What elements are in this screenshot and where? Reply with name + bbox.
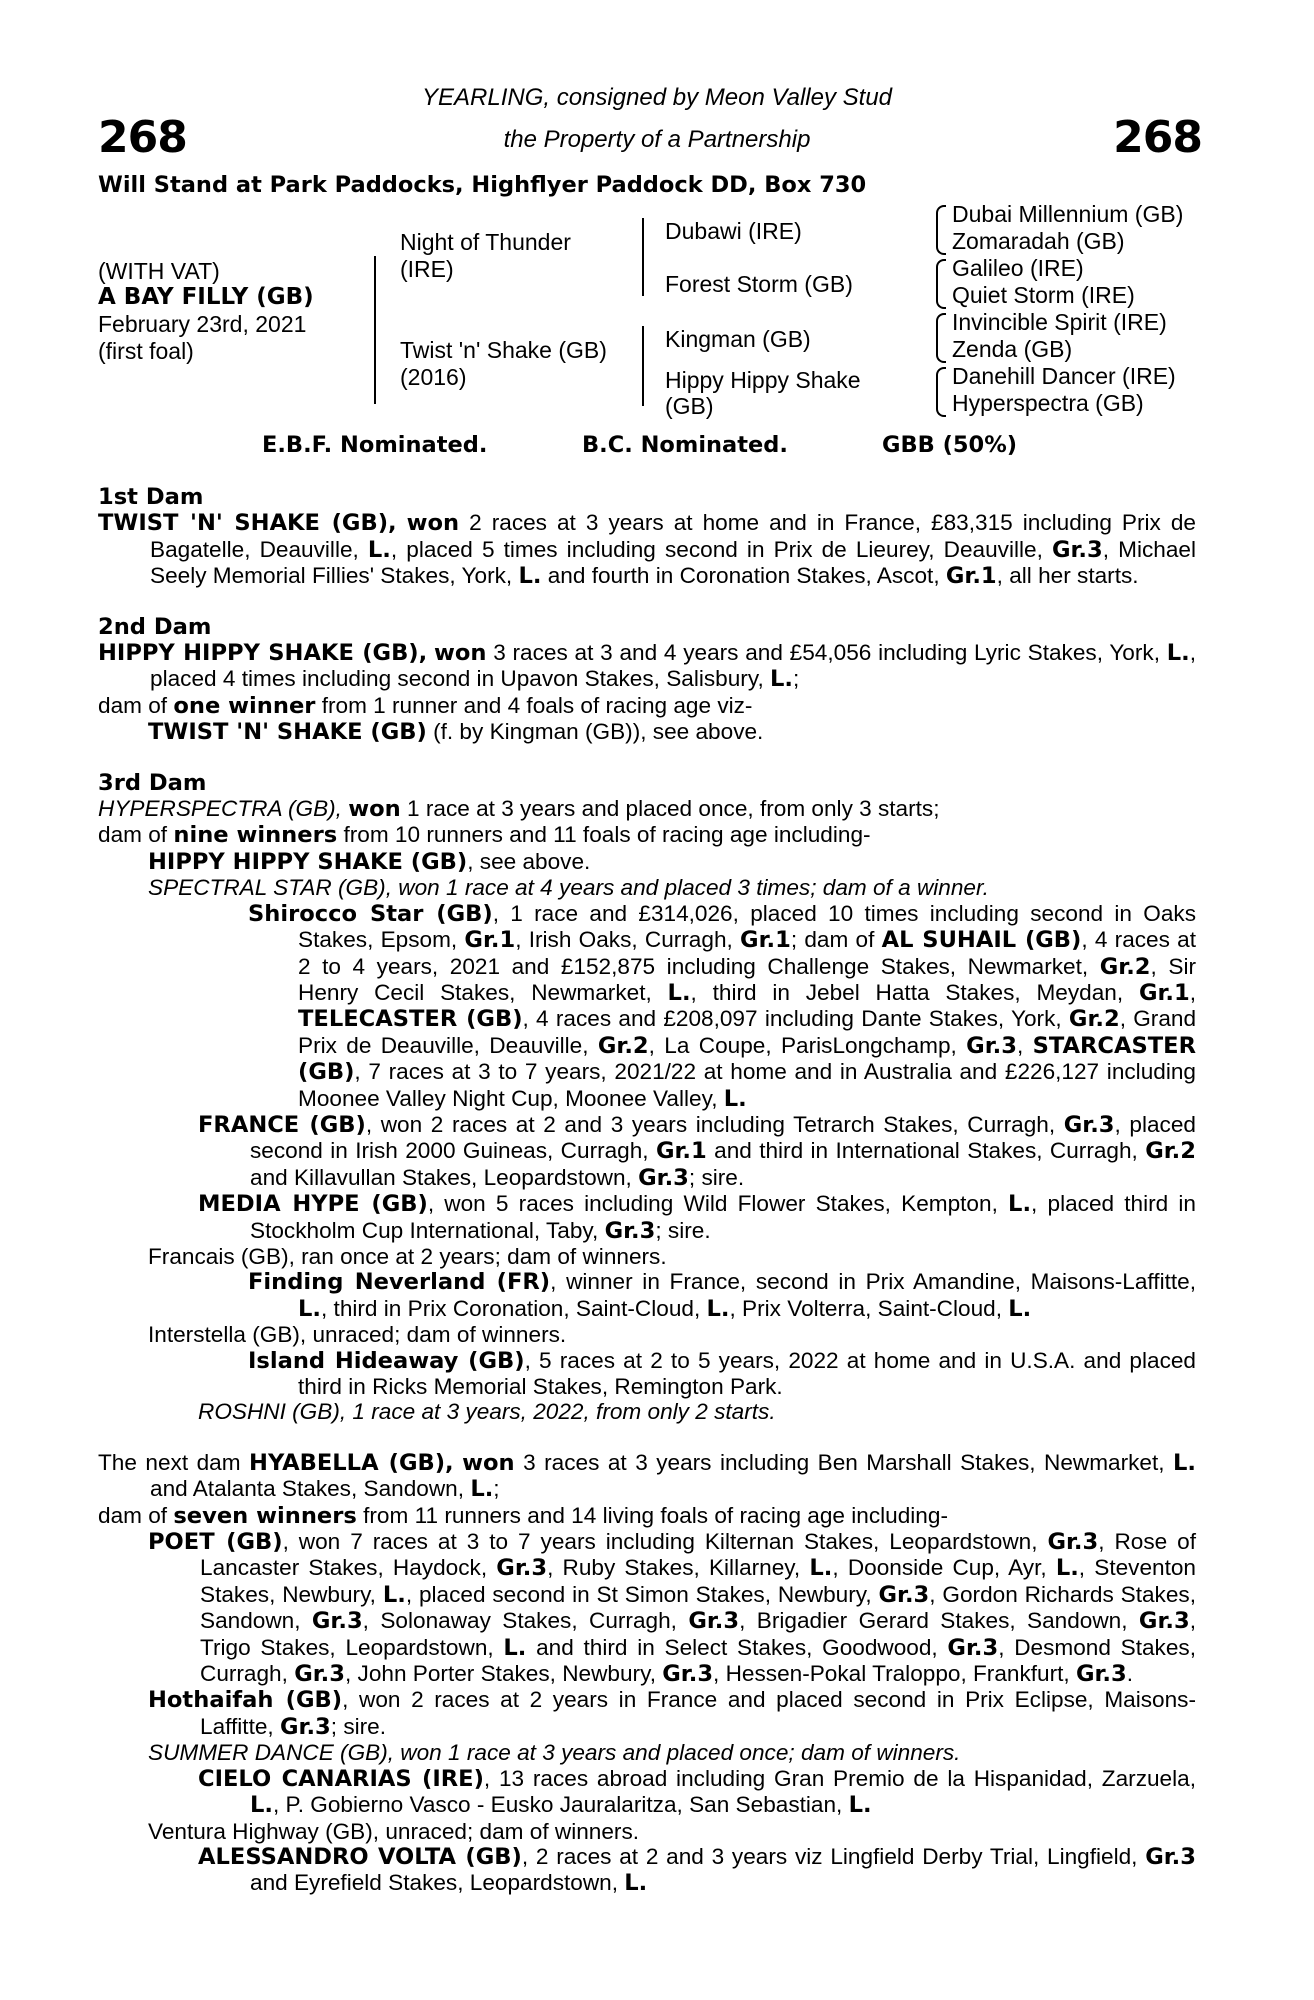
brace-dds <box>936 367 946 417</box>
listed-badge: L. <box>470 1476 494 1503</box>
listed-badge: L. <box>706 1295 730 1322</box>
dam-dam-dam: Hyperspectra (GB) <box>952 390 1144 416</box>
vat-label: (WITH VAT) <box>98 258 220 284</box>
first-dam-entry <box>98 510 1196 589</box>
text: , <box>1016 1032 1033 1058</box>
group-badge: Gr.2 <box>597 1032 649 1059</box>
text: , 4 races at 2 to 4 years, 2021 and £152,875 including Challenge Stakes, Newmarket, <box>298 927 1196 979</box>
third-dam-heading: 3rd Dam <box>98 769 207 796</box>
sire-country: (IRE) <box>400 256 454 282</box>
horse-name: ALESSANDRO VOLTA (GB) <box>198 1843 522 1870</box>
text: , won 7 races at 3 to 7 years including Kilternan Stakes, Leopardstown, <box>282 1529 1048 1555</box>
horse-name: HYPERSPECTRA (GB), <box>98 796 342 822</box>
offspring-entry <box>98 1529 1196 1687</box>
text: and third in Select Stakes, Goodwood, <box>526 1634 948 1660</box>
horse-name: TWIST 'N' SHAKE (GB), <box>98 510 397 537</box>
offspring-entry <box>98 719 1196 745</box>
won-label: won <box>462 1449 515 1476</box>
listed-badge: L. <box>1008 1191 1032 1218</box>
second-dam-produce <box>98 693 1196 719</box>
text: The next dam <box>98 1449 250 1475</box>
race-text: 3 races at 3 and 4 years and £54,056 including Lyric Stakes, York, <box>486 640 1167 666</box>
dam-year: (2016) <box>400 364 467 390</box>
second-dam-heading: 2nd Dam <box>98 613 212 640</box>
dam-dam-country: (GB) <box>665 393 714 419</box>
race-text: ; <box>792 666 800 692</box>
won-label: won <box>348 796 401 823</box>
listed-badge: L. <box>1055 1555 1079 1582</box>
listed-badge: L. <box>503 1634 527 1661</box>
listed-badge: L. <box>723 1085 747 1112</box>
text: , won 1 race at 4 years and placed 3 times; dam of a winner. <box>385 875 989 901</box>
text: , won 2 races at 2 years in France and placed second in Prix Eclipse, Maisons-Laffitte, <box>200 1687 1196 1739</box>
grandoffspring-entry <box>98 1844 1196 1897</box>
horse-name: TWIST 'N' SHAKE (GB) <box>148 719 427 746</box>
group-badge: Gr.1 <box>740 927 791 954</box>
group-badge: Gr.3 <box>662 1661 714 1688</box>
second-dam-entry <box>98 640 1196 693</box>
group-badge: Gr.3 <box>279 1713 331 1740</box>
lot-dob: February 23rd, 2021 <box>98 311 307 337</box>
sire-sire-dam: Zomaradah (GB) <box>952 228 1125 254</box>
offspring-entry <box>98 875 1196 900</box>
group-badge: Gr.1 <box>464 927 516 954</box>
listed-badge: L. <box>1173 1449 1196 1476</box>
offspring-entry: Francais (GB), ran once at 2 years; dam of winners. <box>148 1243 667 1269</box>
horse-name: CIELO CANARIAS (IRE) <box>198 1765 484 1792</box>
offspring-entry: Interstella (GB), unraced; dam of winners. <box>148 1322 567 1348</box>
brace-sss <box>936 205 946 255</box>
group-badge: Gr.3 <box>1063 1111 1115 1138</box>
listed-badge: L. <box>250 1792 273 1819</box>
listed-badge: L. <box>624 1870 648 1897</box>
text: , Grand Prix de Deauville, Deauville, <box>298 1006 1197 1058</box>
horse-name: Finding Neverland (FR) <box>248 1269 551 1296</box>
next-dam-entry <box>98 1450 1196 1503</box>
text: , P. Gobierno Vasco - Eusko Jauralaritza, San Sebastian, <box>272 1792 849 1818</box>
horse-name: SPECTRAL STAR (GB) <box>148 875 386 901</box>
grandoffspring-entry <box>98 901 1196 1112</box>
text: . <box>1126 1661 1134 1687</box>
text: , placed second in St Simon Stakes, Newbury, <box>405 1581 879 1607</box>
text: , Solonaway Stakes, Curragh, <box>362 1608 689 1634</box>
first-dam-heading: 1st Dam <box>98 484 204 510</box>
offspring-entry <box>98 1740 1196 1765</box>
text: ; dam of <box>790 927 882 953</box>
group-badge: Gr.2 <box>1099 953 1151 980</box>
race-text: , placed 5 times including second in Prix de Lieurey, Deauville, <box>390 536 1052 562</box>
text: ; sire. <box>330 1713 387 1739</box>
grandoffspring-entry: ROSHNI (GB), 1 race at 3 years, 2022, from only 2 starts. <box>198 1399 776 1425</box>
text: , third in Prix Coronation, Saint-Cloud, <box>320 1295 707 1321</box>
text: , placed third in Stockholm Cup International, Taby, <box>250 1191 1196 1243</box>
listed-badge: L. <box>770 666 793 693</box>
dam-sire: Kingman (GB) <box>665 326 811 352</box>
winners-count: seven winners <box>173 1502 357 1529</box>
horse-name: STARCASTER (GB) <box>298 1032 1196 1086</box>
text: , won 2 races at 2 and 3 years including Tetrarch Stakes, Curragh, <box>365 1111 1064 1137</box>
text: , <box>1189 979 1196 1005</box>
text: , Brigadier Gerard Stakes, Sandown, <box>739 1608 1139 1634</box>
listed-badge: L. <box>667 979 691 1006</box>
text: , Sir Henry Cecil Stakes, Newmarket, <box>298 953 1196 1005</box>
race-text: , Michael Seely Memorial Fillies' Stakes, York, <box>150 536 1196 589</box>
group-badge: Gr.3 <box>638 1164 689 1191</box>
text: , Prix Volterra, Saint-Cloud, <box>729 1295 1009 1321</box>
race-text: , placed 4 times including second in Upavon Stakes, Salisbury, <box>150 640 1196 692</box>
text: , Irish Oaks, Curragh, <box>515 927 741 953</box>
next-dam-produce <box>98 1503 1196 1529</box>
lot-note: (first foal) <box>98 338 194 364</box>
dam-brace <box>642 326 652 406</box>
lot-number-left: 268 <box>98 112 187 163</box>
dam-sire-sire: Invincible Spirit (IRE) <box>952 309 1167 335</box>
offspring-entry <box>98 1191 1196 1244</box>
text: , Hessen-Pokal Traloppo, Frankfurt, <box>713 1661 1076 1687</box>
text: and Killavullan Stakes, Leopardstown, <box>250 1164 639 1190</box>
grandoffspring-entry <box>98 1348 1196 1400</box>
text: , won 1 race at 3 years and placed once; dam of winners. <box>387 1740 961 1766</box>
text: , third in Jebel Hatta Stakes, Meydan, <box>690 979 1139 1005</box>
brace-sds <box>936 259 946 309</box>
horse-name: AL SUHAIL (GB) <box>881 927 1082 954</box>
text: and Atalanta Stakes, Sandown, <box>150 1476 471 1502</box>
group-badge: Gr.3 <box>1075 1661 1127 1688</box>
text: ; <box>493 1476 500 1502</box>
third-dam-produce <box>98 822 1196 848</box>
won-label: won <box>406 510 460 537</box>
text: , John Porter Stakes, Newbury, <box>344 1661 663 1687</box>
text: from 10 runners and 11 foals of racing age including- <box>337 822 871 848</box>
offspring-entry: Ventura Highway (GB), unraced; dam of winners. <box>148 1818 640 1844</box>
offspring-entry <box>98 1112 1196 1191</box>
sire-dam: Forest Storm (GB) <box>665 271 853 297</box>
text: ; sire. <box>655 1217 711 1243</box>
race-text: and fourth in Coronation Stakes, Ascot, <box>541 563 946 589</box>
dam-dam: Hippy Hippy Shake <box>665 367 861 393</box>
sire-dam-sire: Galileo (IRE) <box>952 255 1084 281</box>
group-badge: Gr.3 <box>878 1581 930 1608</box>
group-badge: Gr.2 <box>1068 1006 1120 1033</box>
listed-badge: L. <box>298 1295 321 1322</box>
lot-number-right: 268 <box>1113 112 1202 163</box>
race-text: , all her starts. <box>996 563 1139 589</box>
grandoffspring-entry <box>98 1269 1196 1322</box>
bc-nomination: B.C. Nominated. <box>582 432 788 458</box>
dam-dam-sire: Danehill Dancer (IRE) <box>952 363 1176 389</box>
group-badge: Gr.3 <box>604 1217 656 1244</box>
listed-badge: L. <box>1008 1295 1032 1322</box>
sire-sire-sire: Dubai Millennium (GB) <box>952 201 1184 227</box>
horse-name: SUMMER DANCE (GB) <box>148 1740 388 1766</box>
grandoffspring-entry <box>98 1766 1196 1819</box>
text: , 13 races abroad including Gran Premio de la Hispanidad, Zarzuela, <box>483 1765 1196 1791</box>
won-label: won <box>433 640 487 667</box>
horse-name: Shirocco Star (GB) <box>248 900 493 927</box>
horse-name: HIPPY HIPPY SHAKE (GB), <box>98 640 428 667</box>
text: , Rose of Lancaster Stakes, Haydock, <box>200 1529 1196 1581</box>
pedigree-brace <box>374 256 384 404</box>
offspring-entry <box>98 1687 1196 1740</box>
text: (f. by Kingman (GB)), see above. <box>426 719 764 745</box>
sire-brace <box>642 218 652 296</box>
group-badge: Gr.3 <box>1138 1608 1190 1635</box>
text: from 11 runners and 14 living foals of racing age including- <box>356 1502 948 1528</box>
group-badge: Gr.1 <box>655 1138 707 1165</box>
horse-name: Hothaifah (GB) <box>148 1687 343 1714</box>
group-badge: Gr.3 <box>947 1634 999 1661</box>
text: , Gordon Richards Stakes, Sandown, <box>200 1581 1196 1634</box>
consignor-line: YEARLING, consigned by Meon Valley Stud <box>421 84 893 111</box>
property-line: the Property of a Partnership <box>503 126 811 153</box>
text: ; sire. <box>688 1164 745 1190</box>
text: 1 race at 3 years and placed once, from only 3 starts; <box>400 796 940 822</box>
text: , winner in France, second in Prix Amandine, Maisons-Laffitte, <box>550 1269 1196 1295</box>
text: , placed second in Irish 2000 Guineas, Curragh, <box>250 1111 1196 1164</box>
group-badge: Gr.3 <box>1047 1529 1099 1556</box>
dam-sire-dam: Zenda (GB) <box>952 336 1073 362</box>
group-badge: Gr.1 <box>1138 979 1190 1006</box>
horse-name: HYABELLA (GB), <box>249 1449 454 1476</box>
group-badge: Gr.3 <box>1051 536 1103 563</box>
horse-name: HIPPY HIPPY SHAKE (GB) <box>148 848 468 875</box>
horse-name: MEDIA HYPE (GB) <box>198 1191 428 1218</box>
horse-name: TELECASTER (GB) <box>298 1006 523 1033</box>
text: , won 5 races including Wild Flower Stakes, Kempton, <box>427 1191 1009 1217</box>
text: , 4 races and £208,097 including Dante Stakes, York, <box>522 1006 1069 1032</box>
text: dam of <box>98 822 174 848</box>
text: , Steventon Stakes, Newbury, <box>200 1555 1196 1607</box>
group-badge: Gr.3 <box>311 1608 363 1635</box>
listed-badge: L. <box>848 1792 872 1819</box>
text: , 5 races at 2 to 5 years, 2022 at home and in U.S.A. and placed third in Ricks Memorial Stakes, Remington Park. <box>298 1347 1197 1399</box>
group-badge: Gr.3 <box>966 1032 1017 1059</box>
group-badge: Gr.1 <box>945 563 997 590</box>
horse-name: Island Hideaway (GB) <box>248 1347 525 1374</box>
listed-badge: L. <box>518 563 542 590</box>
race-text: 2 races at 3 years at home and in France, £83,315 including Prix de Bagatelle, Deauville, <box>150 510 1196 562</box>
ebf-nomination: E.B.F. Nominated. <box>262 432 488 458</box>
listed-badge: L. <box>809 1555 833 1582</box>
text: , La Coupe, ParisLongchamp, <box>648 1032 967 1058</box>
listed-badge: L. <box>1166 640 1190 667</box>
group-badge: Gr.3 <box>1145 1843 1196 1870</box>
listed-badge: L. <box>367 536 391 563</box>
text: , 2 races at 2 and 3 years viz Lingfield Derby Trial, Lingfield, <box>521 1843 1146 1869</box>
gbb-status: GBB (50%) <box>882 432 1018 458</box>
text: dam of <box>98 1502 174 1528</box>
group-badge: Gr.3 <box>496 1555 548 1582</box>
horse-name: FRANCE (GB) <box>198 1111 366 1138</box>
group-badge: Gr.3 <box>688 1608 740 1635</box>
text: , see above. <box>467 848 591 874</box>
group-badge: Gr.2 <box>1145 1138 1196 1165</box>
brace-dss <box>936 313 946 363</box>
stand-location: Will Stand at Park Paddocks, Highflyer Paddock DD, Box 730 <box>98 172 867 198</box>
text: , 1 race and £314,026, placed 10 times including second in Oaks Stakes, Epsom, <box>298 900 1196 953</box>
winners-count: one winner <box>173 692 316 719</box>
text: dam of <box>98 692 174 718</box>
text: and Eyrefield Stakes, Leopardstown, <box>250 1870 625 1896</box>
text: , Ruby Stakes, Killarney, <box>547 1555 810 1581</box>
group-badge: Gr.3 <box>294 1661 345 1688</box>
horse-name: POET (GB) <box>148 1529 283 1556</box>
text: , 7 races at 3 to 7 years, 2021/22 at home and in Australia and £226,127 including Moonee Valley Night Cup, Moonee Valley, <box>298 1059 1196 1111</box>
third-dam-entry <box>98 796 1196 822</box>
sire-sire: Dubawi (IRE) <box>665 218 802 244</box>
text: , Desmond Stakes, Curragh, <box>200 1634 1196 1687</box>
text: and third in International Stakes, Curragh, <box>706 1138 1146 1164</box>
sire-dam-dam: Quiet Storm (IRE) <box>952 282 1135 308</box>
catalogue-body <box>98 485 1196 1897</box>
text: from 1 runner and 4 foals of racing age viz- <box>315 692 753 718</box>
sire-name: Night of Thunder <box>400 229 571 255</box>
text: , Trigo Stakes, Leopardstown, <box>200 1608 1196 1660</box>
lot-name: A BAY FILLY (GB) <box>98 284 314 310</box>
offspring-entry <box>98 849 1196 875</box>
listed-badge: L. <box>382 1581 406 1608</box>
winners-count: nine winners <box>173 822 338 849</box>
text: , Doonside Cup, Ayr, <box>832 1555 1056 1581</box>
dam-name: Twist 'n' Shake (GB) <box>400 337 607 363</box>
text: 3 races at 3 years including Ben Marshall Stakes, Newmarket, <box>514 1449 1174 1475</box>
